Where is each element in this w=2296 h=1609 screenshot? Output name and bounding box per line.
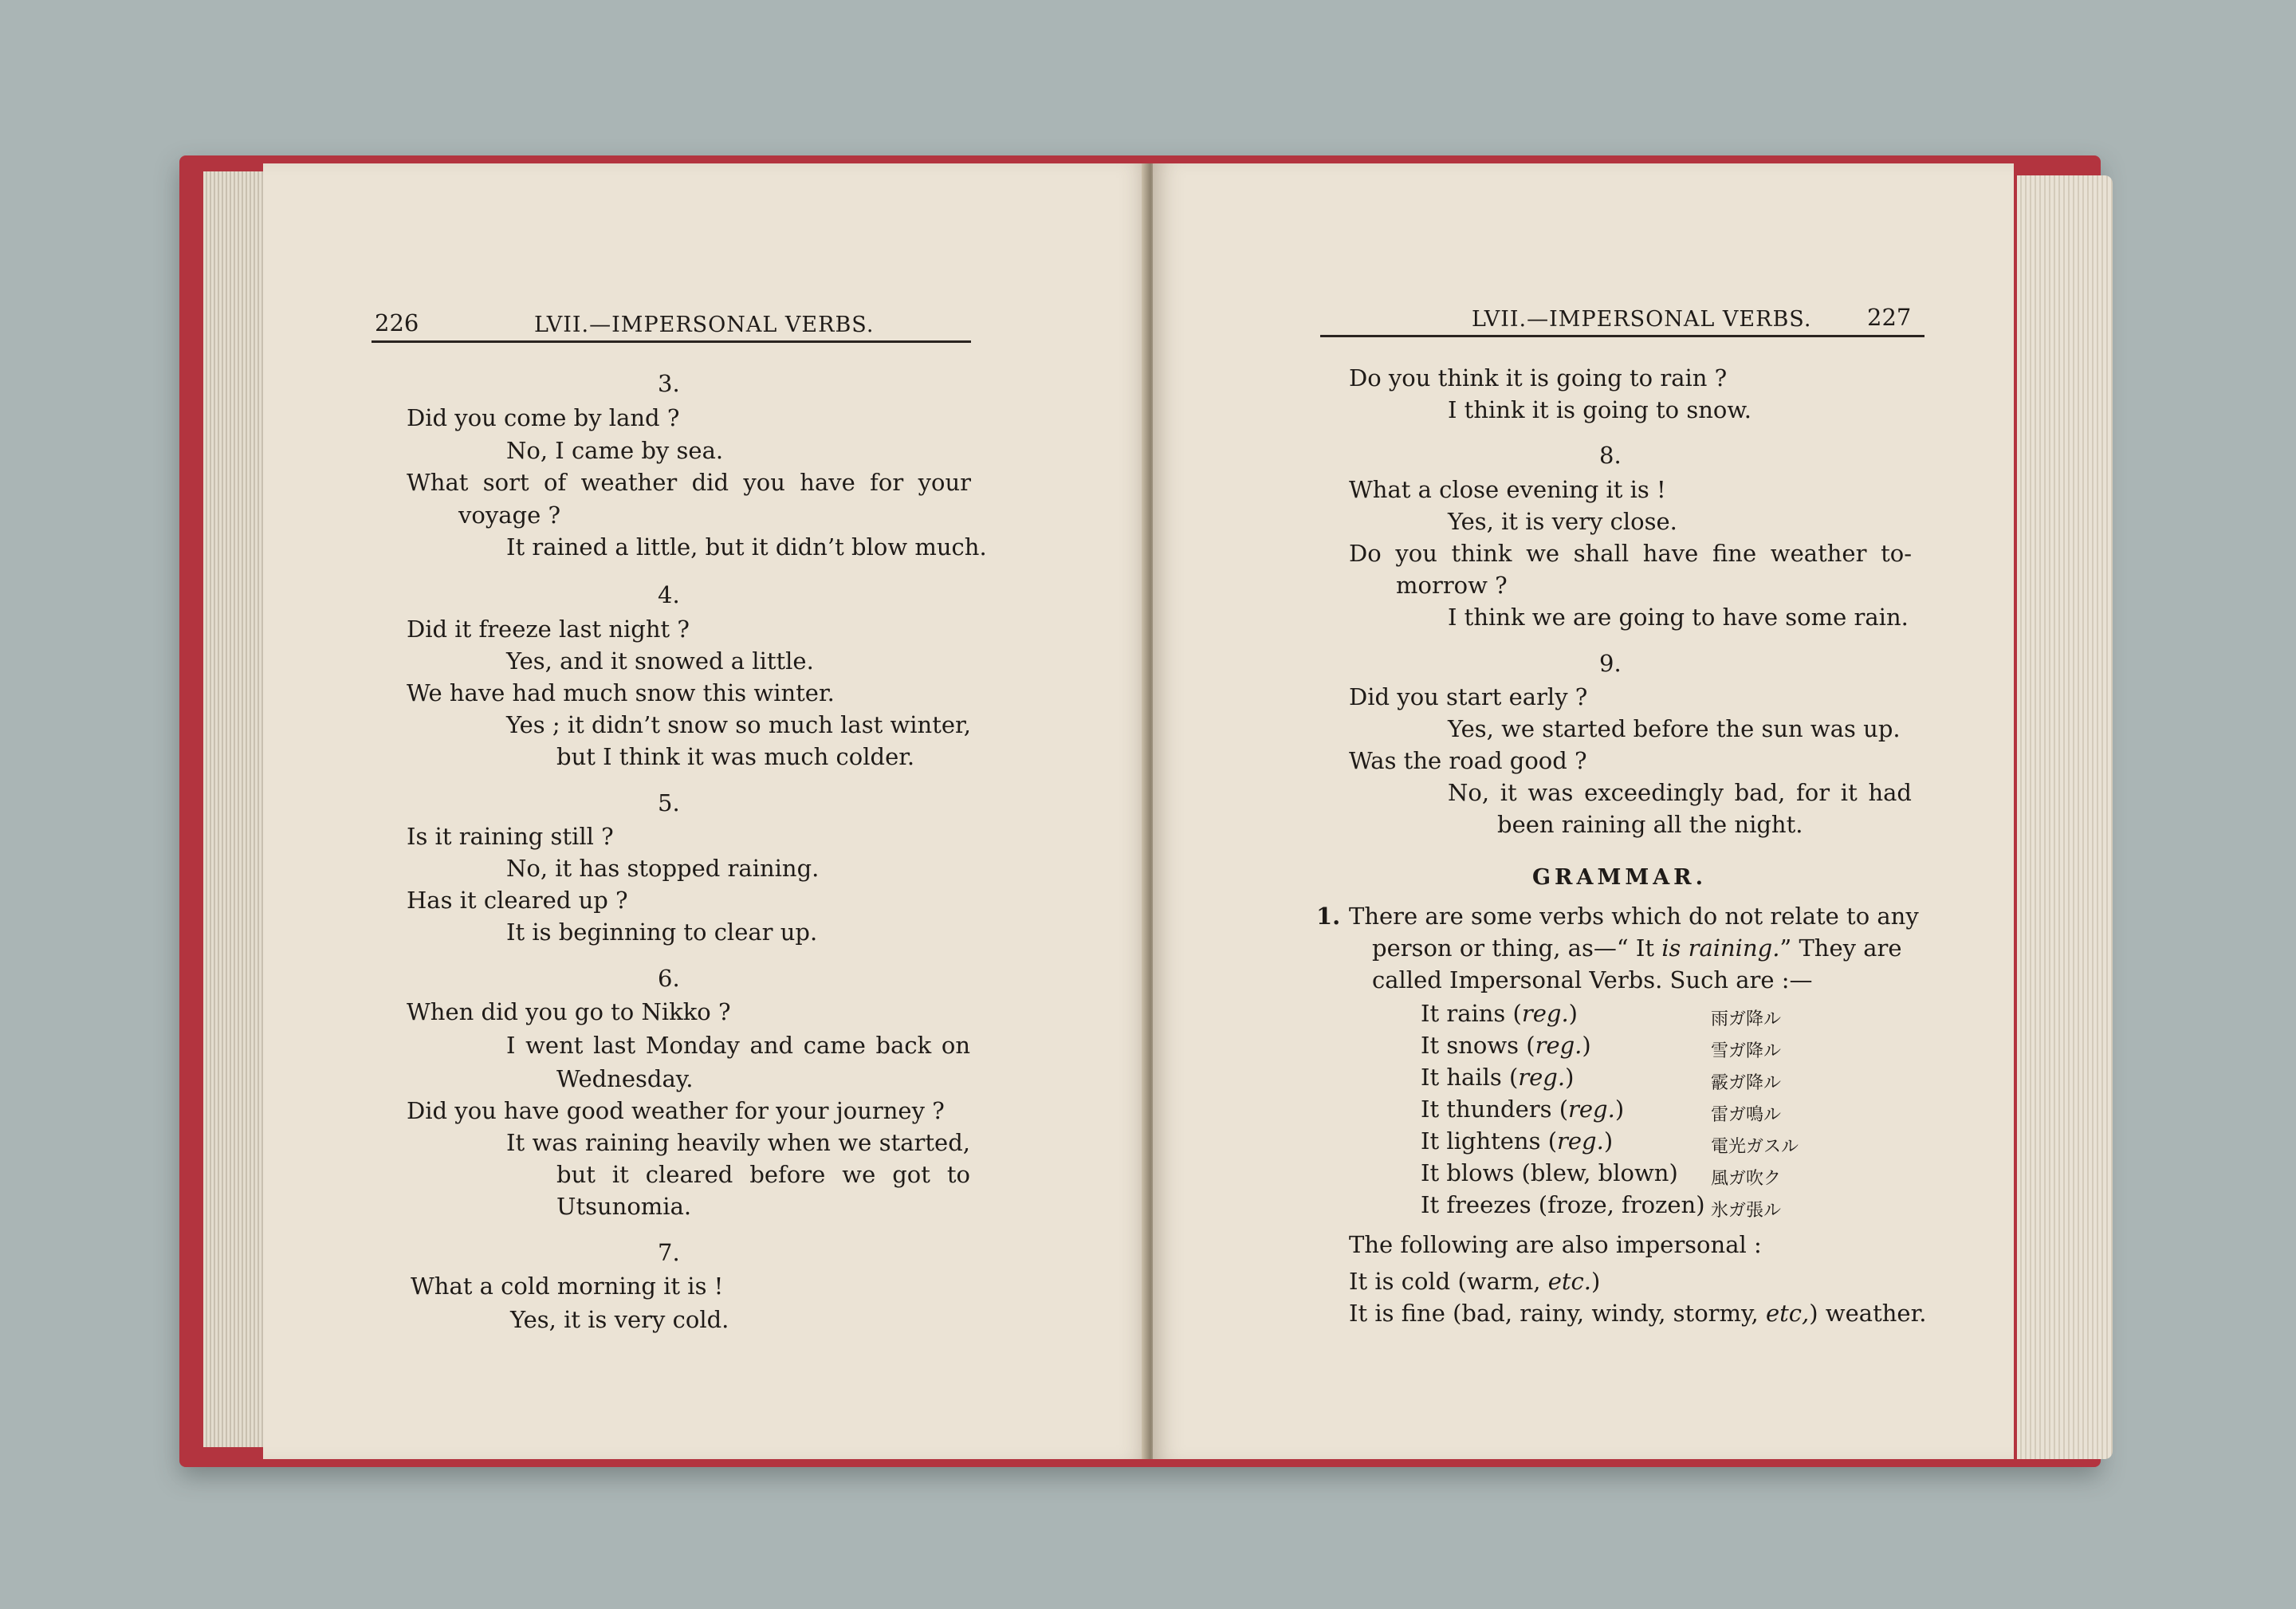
verb-text: ) xyxy=(1614,1096,1625,1123)
dialogue-line: Did you have good weather for your journey ? xyxy=(407,1097,945,1124)
dialogue-line: When did you go to Nikko ? xyxy=(407,998,731,1025)
running-header: LVII.—IMPERSONAL VERBS. xyxy=(1472,307,1812,332)
dialogue-line: What a cold morning it is ! xyxy=(411,1273,724,1300)
dialogue-line: It rained a little, but it didn’t blow much. xyxy=(506,533,987,561)
dialogue-line: Yes, it is very close. xyxy=(1448,508,1677,535)
verb-text: ) xyxy=(1582,1032,1591,1059)
dialogue-line: What sort of weather did you have for your xyxy=(407,469,971,496)
grammar-text: called Impersonal Verbs. Such are :— xyxy=(1372,966,1813,993)
verb-text: It lightens ( xyxy=(1421,1127,1558,1155)
grammar-text-part: ” They are xyxy=(1779,934,1902,962)
grammar-text-part: It is fine (bad, rainy, windy, stormy, xyxy=(1349,1300,1766,1327)
dialogue-line: What a close evening it is ! xyxy=(1349,476,1666,503)
header-rule xyxy=(372,340,971,343)
dialogue-line: voyage ? xyxy=(458,502,561,529)
dialogue-line: Do you think we shall have fine weather to- xyxy=(1349,540,1912,567)
page-number: 226 xyxy=(375,309,419,336)
section-number: 9. xyxy=(1599,650,1622,677)
dialogue-line: I think we are going to have some rain. xyxy=(1448,604,1909,631)
verb-item xyxy=(1421,1034,1591,1057)
section-number: 7. xyxy=(658,1239,680,1266)
grammar-text xyxy=(1349,1270,1600,1293)
dialogue-line: Yes ; it didn’t snow so much last winter, xyxy=(506,711,971,738)
verb-text: It blows (blew, blown) xyxy=(1421,1159,1678,1186)
dialogue-line: Did you come by land ? xyxy=(407,404,680,431)
verb-item xyxy=(1421,1127,1614,1155)
verb-text: It rains ( xyxy=(1421,1000,1522,1027)
grammar-text xyxy=(1349,1302,1926,1325)
japanese-gloss: 雨ガ降ル xyxy=(1711,1009,1782,1029)
verb-abbr: reg. xyxy=(1557,1127,1604,1155)
japanese-gloss: 氷ガ張ル xyxy=(1711,1201,1782,1221)
verb-text: It snows ( xyxy=(1421,1032,1535,1059)
verb-abbr: reg. xyxy=(1518,1064,1566,1091)
grammar-abbr: etc. xyxy=(1547,1268,1591,1295)
section-number: 8. xyxy=(1599,442,1622,469)
running-header: LVII.—IMPERSONAL VERBS. xyxy=(534,313,875,337)
page-edges-right xyxy=(2017,175,2113,1459)
verb-item xyxy=(1421,1002,1578,1025)
verb-text: ) xyxy=(1603,1127,1614,1155)
rule-number: 1. xyxy=(1316,903,1341,930)
left-page xyxy=(263,163,1150,1459)
verb-item xyxy=(1421,1159,1678,1186)
grammar-text-part: ) weather. xyxy=(1809,1300,1927,1327)
dialogue-line: Did it freeze last night ? xyxy=(407,616,690,643)
grammar-text: The following are also impersonal : xyxy=(1349,1231,1762,1258)
dialogue-line: but I think it was much colder. xyxy=(556,743,915,770)
verb-text: ) xyxy=(1568,1000,1578,1027)
dialogue-line: morrow ? xyxy=(1396,572,1508,599)
section-number: 4. xyxy=(658,581,680,608)
dialogue-line: Utsunomia. xyxy=(556,1193,692,1220)
verb-item xyxy=(1421,1098,1624,1121)
dialogue-line: It is beginning to clear up. xyxy=(506,919,818,946)
dialogue-line: No, it has stopped raining. xyxy=(506,855,820,882)
grammar-text-part: person or thing, as—“ It xyxy=(1372,934,1662,962)
dialogue-line: I think it is going to snow. xyxy=(1448,396,1751,423)
header-rule xyxy=(1320,335,1924,337)
grammar-text-part: It is cold (warm, xyxy=(1349,1268,1548,1295)
verb-abbr: reg. xyxy=(1521,1000,1569,1027)
grammar-text xyxy=(1372,934,1902,962)
dialogue-line: No, I came by sea. xyxy=(506,437,724,464)
dialogue-line: Wednesday. xyxy=(556,1065,694,1092)
verb-text: It hails ( xyxy=(1421,1064,1519,1091)
verb-text: It freezes (froze, frozen) xyxy=(1421,1191,1705,1218)
verb-item xyxy=(1421,1066,1574,1089)
verb-abbr: reg. xyxy=(1568,1096,1615,1123)
section-number: 3. xyxy=(658,370,680,397)
grammar-text-part: ) xyxy=(1590,1268,1601,1295)
verb-item xyxy=(1421,1191,1705,1218)
dialogue-line: We have had much snow this winter. xyxy=(407,679,835,706)
japanese-gloss: 雷ガ鳴ル xyxy=(1711,1105,1782,1125)
japanese-gloss: 霰ガ降ル xyxy=(1711,1073,1782,1093)
dialogue-line: Is it raining still ? xyxy=(407,823,614,850)
verb-text: ) xyxy=(1565,1064,1575,1091)
dialogue-line: Yes, it is very cold. xyxy=(510,1306,729,1333)
japanese-gloss: 風ガ吹ク xyxy=(1711,1169,1782,1189)
dialogue-line: Did you start early ? xyxy=(1349,683,1588,710)
dialogue-line: but it cleared before we got to xyxy=(556,1161,970,1188)
dialogue-line: been raining all the night. xyxy=(1497,811,1803,838)
grammar-example-italic: is raining. xyxy=(1661,934,1780,962)
dialogue-line: I went last Monday and came back on xyxy=(506,1032,970,1059)
dialogue-line: Yes, and it snowed a little. xyxy=(506,647,814,675)
grammar-abbr: etc, xyxy=(1765,1300,1810,1327)
japanese-gloss: 電光ガスル xyxy=(1711,1137,1799,1157)
grammar-text: There are some verbs which do not relate to any xyxy=(1349,903,1919,930)
right-page xyxy=(1153,163,2014,1459)
dialogue-line: Yes, we started before the sun was up. xyxy=(1448,715,1901,742)
verb-abbr: reg. xyxy=(1535,1032,1582,1059)
section-number: 6. xyxy=(658,965,680,992)
page-number: 227 xyxy=(1867,304,1912,331)
japanese-gloss: 雪ガ降ル xyxy=(1711,1041,1782,1061)
dialogue-line: It was raining heavily when we started, xyxy=(506,1129,970,1156)
section-number: 5. xyxy=(658,789,680,816)
dialogue-line: Do you think it is going to rain ? xyxy=(1349,364,1728,391)
dialogue-line: Was the road good ? xyxy=(1349,747,1587,774)
dialogue-line: No, it was exceedingly bad, for it had xyxy=(1448,779,1912,806)
verb-text: It thunders ( xyxy=(1421,1096,1569,1123)
section-heading-grammar: GRAMMAR. xyxy=(1532,865,1708,890)
dialogue-line: Has it cleared up ? xyxy=(407,887,628,914)
